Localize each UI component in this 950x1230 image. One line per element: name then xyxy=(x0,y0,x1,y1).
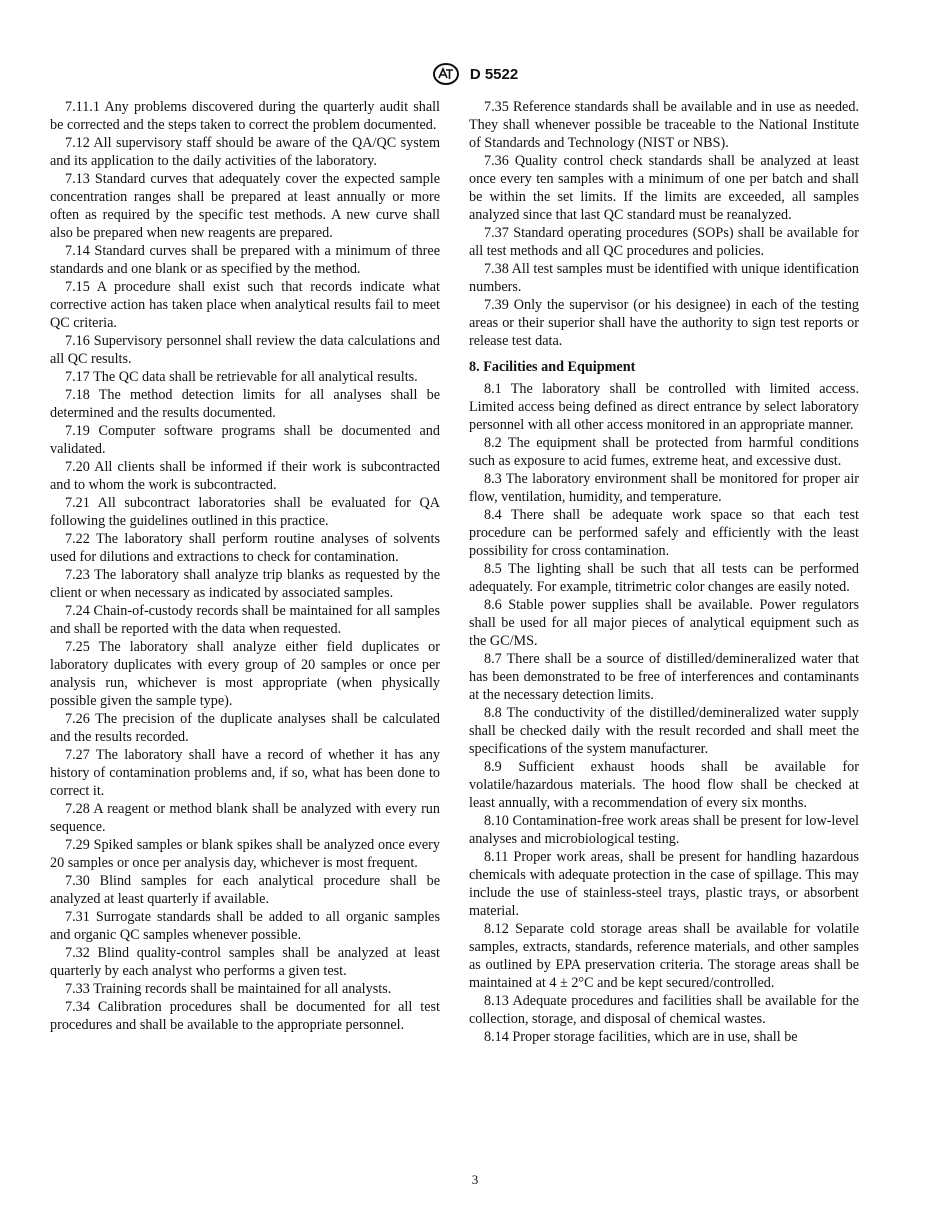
paragraph-7-26: 7.26 The precision of the duplicate analyses shall be calculated and the results recorded. xyxy=(50,711,440,745)
paragraph-7-32: 7.32 Blind quality-control samples shall be analyzed at least quarterly by each analyst who performs a given test. xyxy=(50,945,440,979)
paragraph-8-9: 8.9 Sufficient exhaust hoods shall be available for volatile/hazardous materials. The hood flow shall be checked at least annually, with a recommendation of every six months. xyxy=(469,759,859,811)
paragraph-8-2: 8.2 The equipment shall be protected from harmful conditions such as exposure to acid fumes, extreme heat, and excessive dust. xyxy=(469,435,859,469)
paragraph-8-6: 8.6 Stable power supplies shall be available. Power regulators shall be used for all major pieces of analytical equipment such as the GC/MS. xyxy=(469,597,859,649)
paragraph-7-21: 7.21 All subcontract laboratories shall be evaluated for QA following the guidelines outlined in this practice. xyxy=(50,495,440,529)
document-designation: D 5522 xyxy=(469,65,519,83)
paragraph-7-16: 7.16 Supervisory personnel shall review the data calculations and all QC results. xyxy=(50,333,440,367)
paragraph-7-14: 7.14 Standard curves shall be prepared with a minimum of three standards and one blank or as specified by the method. xyxy=(50,243,440,277)
paragraph-8-7: 8.7 There shall be a source of distilled/demineralized water that has been demonstrated to be free of interferences and contaminants at the necessary detection limits. xyxy=(469,651,859,703)
page-header xyxy=(0,62,950,86)
paragraph-7-22: 7.22 The laboratory shall perform routine analyses of solvents used for dilutions and extractions to check for contamination. xyxy=(50,531,440,565)
paragraph-7-36: 7.36 Quality control check standards shall be analyzed at least once every ten samples with a minimum of one per batch and shall be within the set limits. If the limits are exceeded, all samples analyzed since that last QC standard must be reanalyzed. xyxy=(469,153,859,223)
paragraph-8-5: 8.5 The lighting shall be such that all tests can be performed adequately. For example, titrimetric color changes are easily noted. xyxy=(469,561,859,595)
paragraph-7-33: 7.33 Training records shall be maintained for all analysts. xyxy=(65,981,392,997)
paragraph-8-13: 8.13 Adequate procedures and facilities shall be available for the collection, storage, and disposal of chemical wastes. xyxy=(469,993,859,1027)
paragraph-8-1: 8.1 The laboratory shall be controlled with limited access. Limited access being defined as direct entrance by select laboratory personnel with all other access monitored in an appropriate manner. xyxy=(469,381,859,433)
paragraph-7-11-1: 7.11.1 Any problems discovered during the quarterly audit shall be corrected and the steps taken to correct the problem documented. xyxy=(50,99,440,133)
paragraph-8-10: 8.10 Contamination-free work areas shall be present for low-level analyses and microbiological testing. xyxy=(469,813,859,847)
paragraph-7-39: 7.39 Only the supervisor (or his designee) in each of the testing areas or their superior shall have the authority to sign test reports or release test data. xyxy=(469,297,859,349)
paragraph-7-31: 7.31 Surrogate standards shall be added to all organic samples and organic QC samples whenever possible. xyxy=(50,909,440,943)
paragraph-7-17: 7.17 The QC data shall be retrievable for all analytical results. xyxy=(65,369,418,385)
paragraph-8-8: 8.8 The conductivity of the distilled/demineralized water supply shall be checked daily with the result recorded and shall meet the specifications of the system manufacturer. xyxy=(469,705,859,757)
paragraph-8-14: 8.14 Proper storage facilities, which are in use, shall be xyxy=(484,1029,798,1045)
paragraph-7-34: 7.34 Calibration procedures shall be documented for all test procedures and shall be available to the appropriate personnel. xyxy=(50,999,440,1033)
paragraph-7-15: 7.15 A procedure shall exist such that records indicate what corrective action has taken place when analytical results fail to meet QC criteria. xyxy=(50,279,440,331)
paragraph-7-35: 7.35 Reference standards shall be available and in use as needed. They shall whenever possible be traceable to the National Institute of Standards and Technology (NIST or NBS). xyxy=(469,99,859,151)
paragraph-7-28: 7.28 A reagent or method blank shall be analyzed with every run sequence. xyxy=(50,801,440,835)
paragraph-8-4: 8.4 There shall be adequate work space so that each test procedure can be performed safely and efficiently with the least possibility for cross contamination. xyxy=(469,507,859,559)
paragraph-7-29: 7.29 Spiked samples or blank spikes shall be analyzed once every 20 samples or once per analysis day, whichever is most frequent. xyxy=(50,837,440,871)
page-number: 3 xyxy=(471,1172,479,1187)
paragraph-7-12: 7.12 All supervisory staff should be aware of the QA/QC system and its application to the daily activities of the laboratory. xyxy=(50,135,440,169)
paragraph-7-38: 7.38 All test samples must be identified with unique identification numbers. xyxy=(469,261,859,295)
right-column xyxy=(469,98,859,1046)
paragraph-7-30: 7.30 Blind samples for each analytical procedure shall be analyzed at least quarterly if available. xyxy=(50,873,440,907)
paragraph-8-12: 8.12 Separate cold storage areas shall be available for volatile samples, extracts, standards, reference materials, and other samples as outlined by EPA preservation criteria. The storage areas shall be maintained at 4 ± 2°C and be kept secured/controlled. xyxy=(469,921,859,991)
paragraph-7-18: 7.18 The method detection limits for all analyses shall be determined and the results documented. xyxy=(50,387,440,421)
paragraph-7-20: 7.20 All clients shall be informed if their work is subcontracted and to whom the work is subcontracted. xyxy=(50,459,440,493)
section-heading-8: 8. Facilities and Equipment xyxy=(469,359,636,375)
paragraph-8-11: 8.11 Proper work areas, shall be present for handling hazardous chemicals with adequate protection in the case of spillage. This may include the use of stainless-steel trays, plastic trays, or absorbent material. xyxy=(469,849,859,919)
paragraph-7-13: 7.13 Standard curves that adequately cover the expected sample concentration ranges shall be prepared at least annually or more often as required by the specific test methods. A new curve shall also be prepared when new reagents are prepared. xyxy=(50,171,440,241)
left-column xyxy=(50,98,440,1034)
paragraph-7-24: 7.24 Chain-of-custody records shall be maintained for all samples and shall be reported with the data when requested. xyxy=(50,603,440,637)
paragraph-7-37: 7.37 Standard operating procedures (SOPs) shall be available for all test methods and all QC procedures and policies. xyxy=(469,225,859,259)
paragraph-7-25: 7.25 The laboratory shall analyze either field duplicates or laboratory duplicates with every group of 20 samples or once per analysis run, whichever is most appropriate (when physically possible given the sample type). xyxy=(50,639,440,709)
paragraph-7-19: 7.19 Computer software programs shall be documented and validated. xyxy=(50,423,440,457)
astm-logo-icon xyxy=(432,62,460,86)
paragraph-7-23: 7.23 The laboratory shall analyze trip blanks as requested by the client or when necessary as indicated by associated samples. xyxy=(50,567,440,601)
paragraph-7-27: 7.27 The laboratory shall have a record of whether it has any history of contamination problems and, if so, what has been done to correct it. xyxy=(50,747,440,799)
paragraph-8-3: 8.3 The laboratory environment shall be monitored for proper air flow, ventilation, humidity, and temperature. xyxy=(469,471,859,505)
